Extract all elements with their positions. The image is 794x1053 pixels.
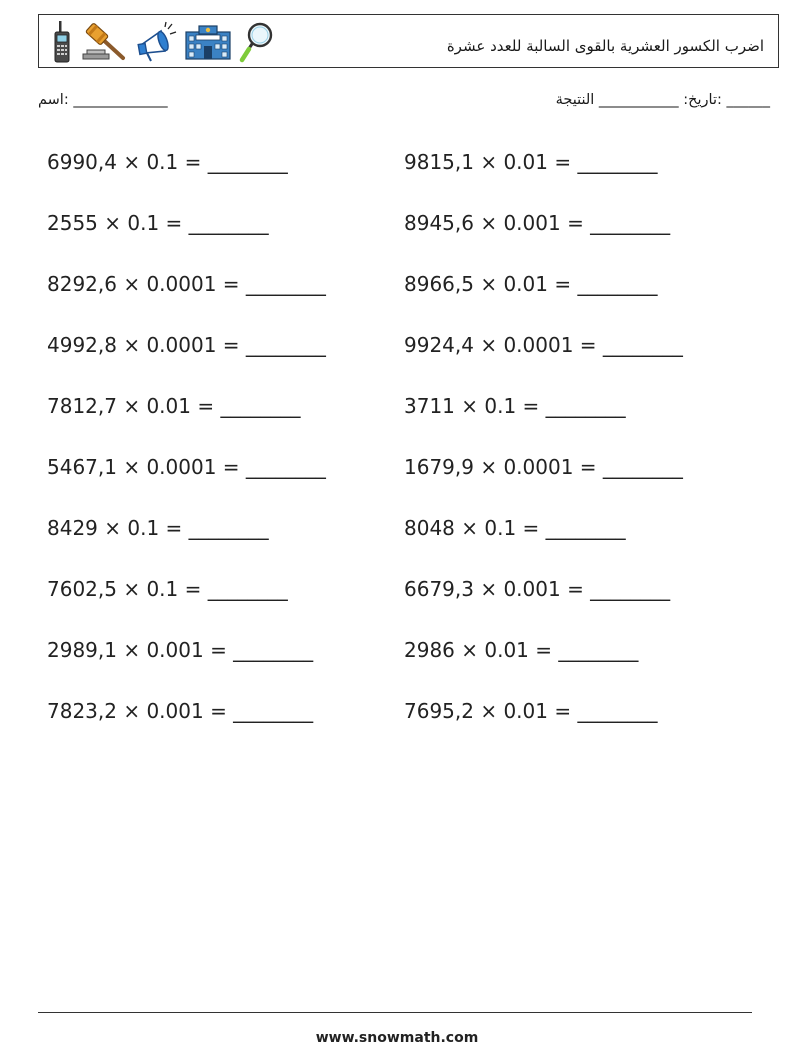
problem-left-4: 4992,8 × 0.0001 = ________ (47, 333, 326, 357)
problem-right-7: 8048 × 0.1 = ________ (404, 516, 626, 540)
problem-right-9: 2986 × 0.01 = ________ (404, 638, 639, 662)
date-score-line: ______ :تاريخ: ___________ النتيجة (555, 92, 770, 108)
problem-right-2: 8945,6 × 0.001 = ________ (404, 211, 671, 235)
problem-right-1: 9815,1 × 0.01 = ________ (404, 150, 658, 174)
gavel-icon (81, 22, 127, 62)
problem-left-7: 8429 × 0.1 = ________ (47, 516, 269, 540)
icon-strip (51, 19, 275, 65)
problem-left-6: 5467,1 × 0.0001 = ________ (47, 455, 326, 479)
magnifier-icon (239, 21, 275, 63)
problem-left-9: 2989,1 × 0.001 = ________ (47, 638, 314, 662)
problem-right-10: 7695,2 × 0.01 = ________ (404, 699, 658, 723)
walkie-talkie-icon (51, 20, 73, 64)
problem-left-5: 7812,7 × 0.01 = ________ (47, 394, 301, 418)
megaphone-icon (135, 21, 177, 63)
worksheet-title: اضرب الكسور العشرية بالقوى السالبة للعدد عشرة (446, 37, 764, 55)
problem-right-4: 9924,4 × 0.0001 = ________ (404, 333, 683, 357)
problem-left-10: 7823,2 × 0.001 = ________ (47, 699, 314, 723)
problem-left-1: 6990,4 × 0.1 = ________ (47, 150, 288, 174)
problem-right-8: 6679,3 × 0.001 = ________ (404, 577, 671, 601)
problem-right-3: 8966,5 × 0.01 = ________ (404, 272, 658, 296)
name-line: _____________ :اسم (38, 92, 168, 108)
problem-right-6: 1679,9 × 0.0001 = ________ (404, 455, 683, 479)
footer-divider (38, 1012, 752, 1013)
problem-left-2: 2555 × 0.1 = ________ (47, 211, 269, 235)
problem-left-8: 7602,5 × 0.1 = ________ (47, 577, 288, 601)
header-box (38, 14, 779, 68)
footer-website-link[interactable]: www.snowmath.com (315, 1030, 479, 1046)
problem-right-5: 3711 × 0.1 = ________ (404, 394, 626, 418)
problem-left-3: 8292,6 × 0.0001 = ________ (47, 272, 326, 296)
police-station-icon (185, 24, 231, 60)
